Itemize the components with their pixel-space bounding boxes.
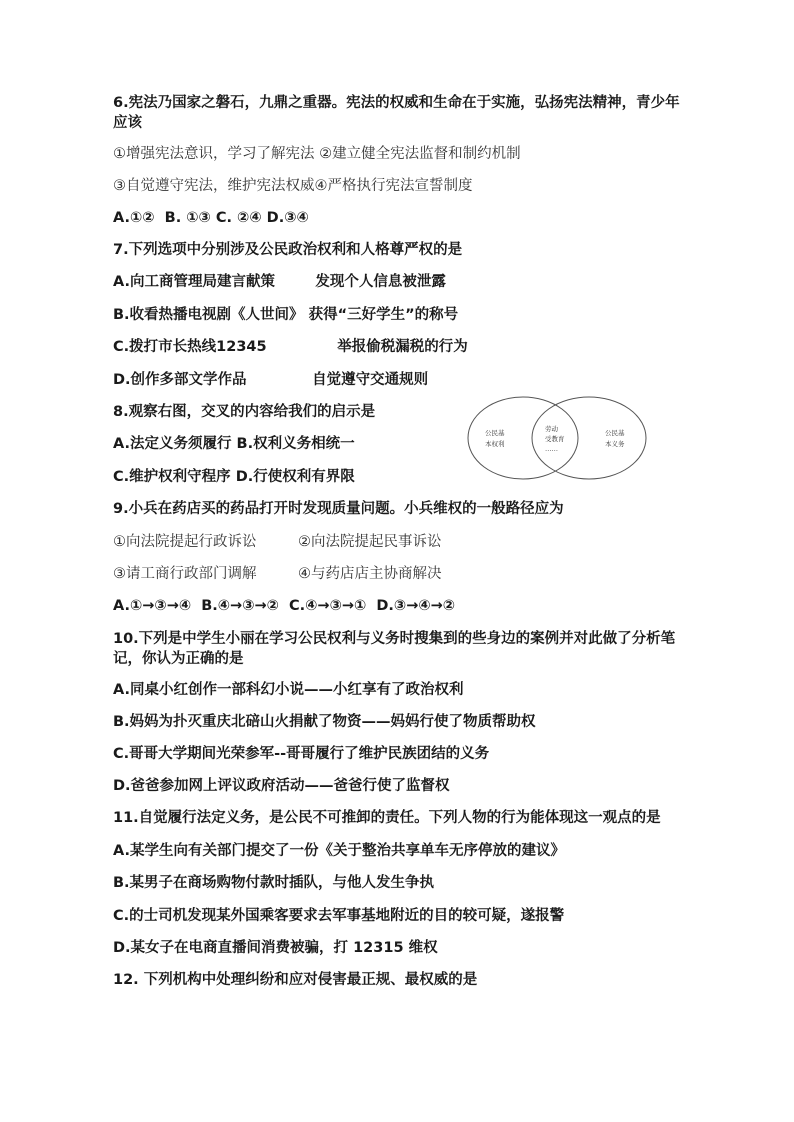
- venn-diagram: [465, 393, 649, 483]
- q6-stem-line2: 应该: [113, 115, 142, 131]
- q11-option-b: B.某男子在商场购物付款时插队，与他人发生争执: [113, 875, 435, 891]
- venn-svg: [465, 393, 649, 483]
- venn-right-label-2: 本义务: [605, 440, 625, 448]
- q9-choice-line2: ③请工商行政部门调解 ④与药店店主协商解决: [113, 566, 442, 582]
- q11-option-c: C.的士司机发现某外国乘客要求去军事基地附近的目的较可疑，遂报警: [113, 908, 565, 924]
- q7-option-d: D.创作多部文学作品 自觉遵守交通规则: [113, 372, 429, 388]
- q8-options-cd: C.维护权利守程序 D.行使权利有界限: [113, 469, 355, 485]
- q10-stem-line1: 10.下列是中学生小丽在学习公民权利与义务时搜集到的些身边的案例并对此做了分析笔: [113, 631, 676, 647]
- q11-stem: 11.自觉履行法定义务，是公民不可推卸的责任。下列人物的行为能体现这一观点的是: [113, 810, 661, 826]
- venn-right-label-1: 公民基: [605, 429, 625, 437]
- q9-stem: 9.小兵在药店买的药品打开时发现质量问题。小兵维权的一般路径应为: [113, 501, 564, 517]
- venn-left-label-1: 公民基: [485, 429, 505, 437]
- q6-choice-line1: ①增强宪法意识，学习了解宪法 ②建立健全宪法监督和制约机制: [113, 146, 521, 162]
- q6-choice-line2: ③自觉遵守宪法，维护宪法权威④严格执行宪法宣誓制度: [113, 178, 473, 194]
- q7-stem: 7.下列选项中分别涉及公民政治权利和人格尊严权的是: [113, 242, 463, 258]
- venn-mid-label-3: ……: [545, 445, 558, 453]
- venn-left-label-2: 本权利: [485, 440, 505, 448]
- q7-option-b: B.收看热播电视剧《人世间》 获得“三好学生”的称号: [113, 307, 459, 323]
- q9-options: A.①→③→④ B.④→③→② C.④→③→① D.③→④→②: [113, 598, 456, 614]
- q10-stem-line2: 记，你认为正确的是: [113, 651, 244, 667]
- q7-option-c: C.拨打市长热线12345 举报偷税漏税的行为: [113, 339, 468, 355]
- q6-stem-line1: 6.宪法乃国家之磐石，九鼎之重器。宪法的权威和生命在于实施，弘扬宪法精神，青少年: [113, 95, 680, 111]
- venn-mid-label-2: 受教育: [545, 435, 565, 443]
- q8-stem: 8.观察右图，交叉的内容给我们的启示是: [113, 404, 376, 420]
- q6-options: A.①② B. ①③ C. ②④ D.③④: [113, 210, 309, 226]
- q11-option-d: D.某女子在电商直播间消费被骗，打 12315 维权: [113, 940, 438, 956]
- venn-mid-label-1: 劳动: [545, 425, 558, 433]
- q7-option-a: A.向工商管理局建言献策 发现个人信息被泄露: [113, 274, 446, 290]
- q11-option-a: A.某学生向有关部门提交了一份《关于整治共享单车无序停放的建议》: [113, 843, 565, 859]
- q10-option-d: D.爸爸参加网上评议政府活动——爸爸行使了监督权: [113, 778, 450, 794]
- q10-option-c: C.哥哥大学期间光荣参军--哥哥履行了维护民族团结的义务: [113, 746, 490, 762]
- q10-option-a: A.同桌小红创作一部科幻小说——小红享有了政治权利: [113, 682, 464, 698]
- q8-options-ab: A.法定义务须履行 B.权利义务相统一: [113, 436, 355, 452]
- q10-option-b: B.妈妈为扑灭重庆北碚山火捐献了物资——妈妈行使了物质帮助权: [113, 714, 536, 730]
- q12-stem: 12. 下列机构中处理纠纷和应对侵害最正规、最权威的是: [113, 972, 478, 988]
- q9-choice-line1: ①向法院提起行政诉讼 ②向法院提起民事诉讼: [113, 534, 442, 550]
